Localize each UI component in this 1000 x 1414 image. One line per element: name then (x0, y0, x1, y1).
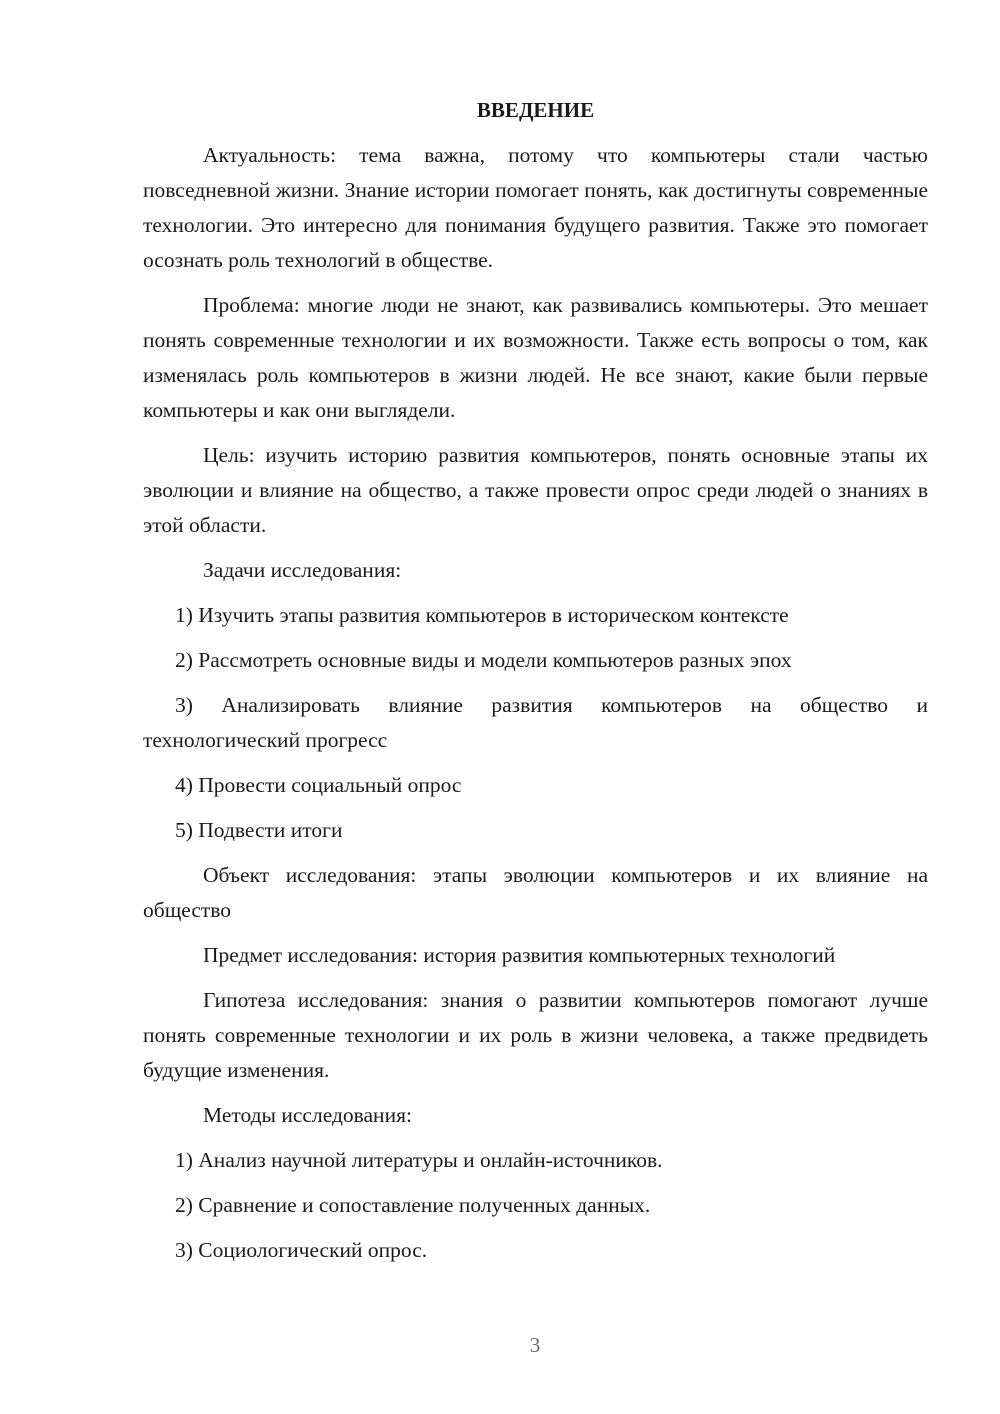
task-item: 3) Анализировать влияние развития компьютеров на общество и технологический прогресс (143, 693, 928, 752)
task-item: 5) Подвести итоги (175, 818, 343, 842)
relevance-paragraph: Актуальность: тема важна, потому что компьютеры стали частью повседневной жизни. Знание истории помогает понять, как достигнуты современные технологии. Это интересно для понимания будущего развития. Также это помогает осознать роль технологий в обществе. (143, 143, 928, 272)
method-item: 3) Социологический опрос. (175, 1238, 428, 1262)
method-item: 1) Анализ научной литературы и онлайн-источников. (175, 1148, 663, 1172)
page-number: 3 (529, 1333, 541, 1357)
subject-paragraph: Предмет исследования: история развития компьютерных технологий (203, 943, 836, 967)
section-title: ВВЕДЕНИЕ (476, 98, 595, 122)
page-content (143, 93, 928, 1278)
goal-paragraph: Цель: изучить историю развития компьютеров, понять основные этапы их эволюции и влияние на общество, а также провести опрос среди людей о знаниях в этой области. (143, 443, 928, 537)
task-item: 2) Рассмотреть основные виды и модели компьютеров разных эпох (175, 648, 792, 672)
method-item: 2) Сравнение и сопоставление полученных данных. (175, 1193, 651, 1217)
task-item: 4) Провести социальный опрос (175, 773, 462, 797)
object-paragraph: Объект исследования: этапы эволюции компьютеров и их влияние на общество (143, 863, 928, 922)
problem-paragraph: Проблема: многие люди не знают, как развивались компьютеры. Это мешает понять современные технологии и их возможности. Также есть вопросы о том, как изменялась роль компьютеров в жизни людей. Не все знают, какие были первые компьютеры и как они выглядели. (143, 293, 928, 422)
methods-heading: Методы исследования: (203, 1103, 412, 1127)
hypothesis-paragraph: Гипотеза исследования: знания о развитии компьютеров помогают лучше понять современные технологии и их роль в жизни человека, а также предвидеть будущие изменения. (143, 988, 928, 1082)
task-item: 1) Изучить этапы развития компьютеров в историческом контексте (175, 603, 789, 627)
tasks-heading: Задачи исследования: (203, 558, 402, 582)
